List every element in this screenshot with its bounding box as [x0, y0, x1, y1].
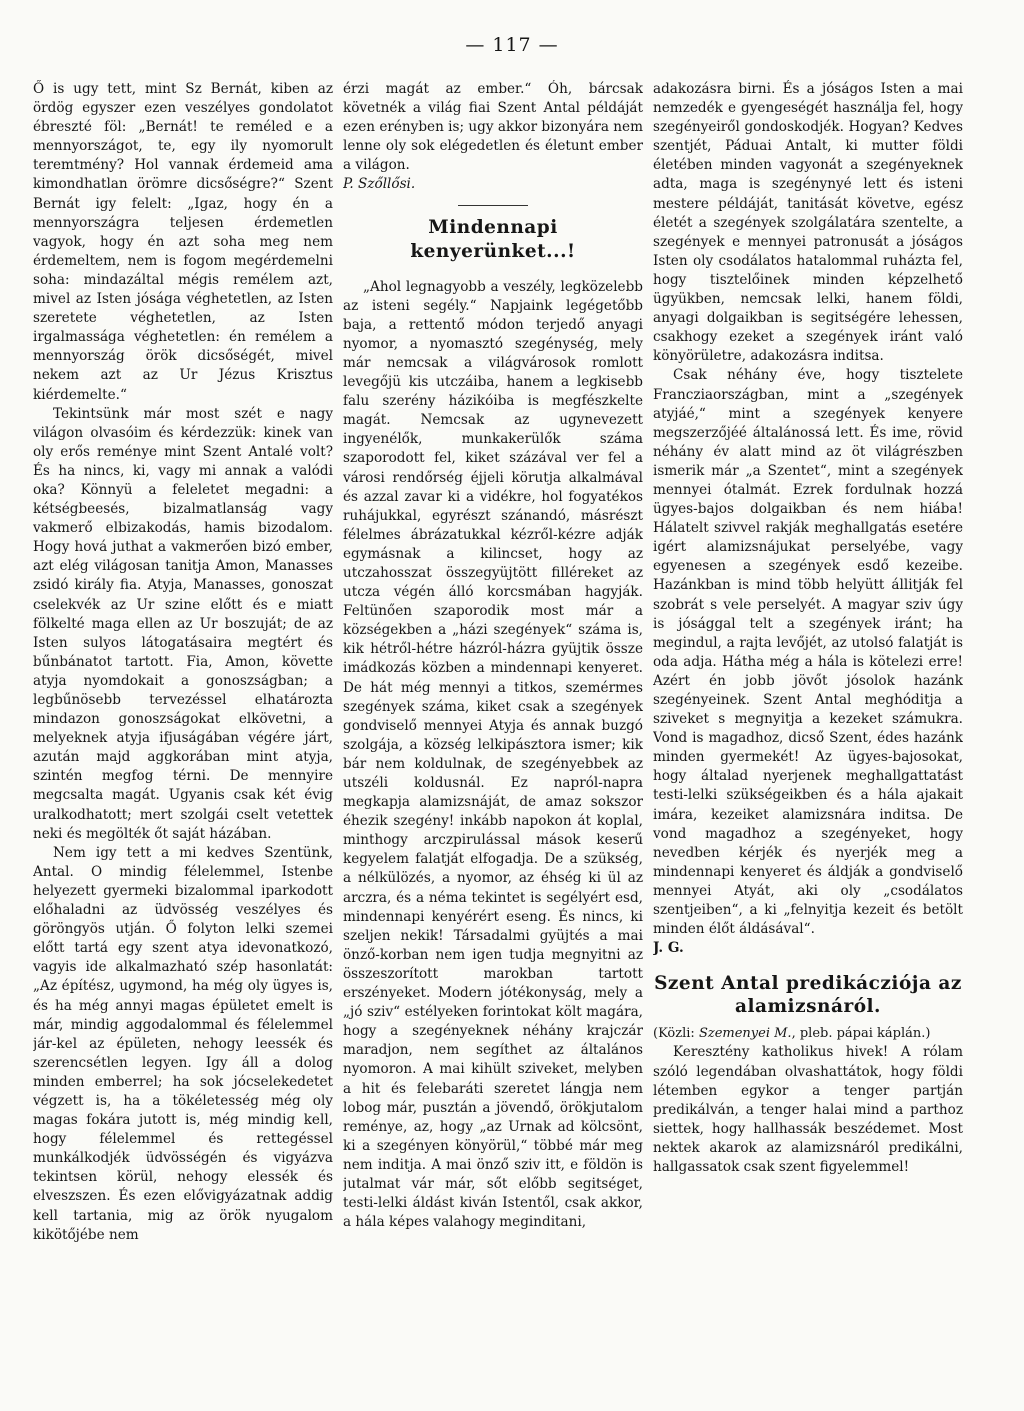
page-number: — 117 —: [465, 34, 559, 56]
author-signature: P. Szőllősi.: [343, 176, 416, 193]
article-heading: Mindennapi kenyerünket...!: [410, 216, 576, 262]
column-left: [33, 80, 333, 1380]
paragraph: Csak néhány éve, hogy tisztelete Francziaországban, mint a „szegények atyjáé,“ mint a szegények kenyere megszerzőjéé általánossá lett. És ime, rövid néhány év alatt mind az öt világrészben ismerik már „a Szentet“, mint a szegények mennyei ótalmát. Ezrek fordulnak hozzá ügyes-bajos dolgaikban és nem hiába! Hálatelt szivvel rakják meghallgatás esetére igért alamizsnájukat perselyébe, vagy egyenesen a szegények esdő kezeibe. Hazánkban is mind több helyütt állitják fel szobrát s vele perselyét. A magyar sziv úgy is jósággal telt a szegények iránt; ha megindul, a rajta levőjét, az utolsó falatját is oda adja. Hátha még a hála is kötelezi erre! Azért én jobb jövőt jósolok hazánk szegényeinek. Szent Antal meghóditja a sziveket s megnyitja a kezeket számukra. Vond is magadhoz, dicső Szent, édes hazánk minden gyermekét! Az ügyes-bajosokat, hogy általad nyerjenek meghallgattatást testi-lelki szükségeikben és a hála ajakait imára, kezeiket alamizsnára inditsa. De vond magadhoz a szegényeket, hogy nevedben kérjék és nyerjék meg a mindennapi kenyeret és áldják a gondviselő mennyei Atyát, aki oly „csodálatos szentjeiben“, a ki „felnyitja kezeit és betölt minden élőt áldásával“.: [653, 367, 963, 938]
article-heading: Szent Antal predikácziója az alamizsnáról.: [654, 973, 962, 1018]
paragraph: Keresztény katholikus hivek! A rólam szóló legendában olvashattátok, hogy földi létemben egykor a tenger partján predikálván, a tenger halai mind a parthoz siettek, hogy hallhassák beszédemet. Most nektek akarok az alamizsnáról predikálni, hallgassatok csak szent figyelemmel!: [653, 1044, 963, 1175]
credit-prefix: (Közli:: [653, 1026, 699, 1042]
paragraph: adakozásra birni. És a jóságos Isten a mai nemzedék e gyengeségét használja fel, hogy szegényeiről gondoskodjék. Hogyan? Kedves szentjét, Páduai Antalt, ki mutter földi életében minden vagyonát a szegényeknek adta, maga is szegénynyé lett és isteni mestere példáját, tanitását követve, egész életét a szegények szolgálatára szentelte, a szegények e mennyei patronusát a jóságos Isten oly csodálatos hatalommal ruházta fel, hogy tisztelőinek minden képzelhető ügyükben, nemcsak lelki, hanem földi, anyagi dolgaikban is segitségére lehessen, csakhogy ezeket a szegények iránt való könyörületre, adakozásra inditsa.: [653, 81, 963, 365]
credit-name: Szemenyei M.: [698, 1026, 792, 1042]
credit-suffix: , pleb. pápai káplán.): [791, 1026, 931, 1042]
paragraph: érzi magát az ember.“ Óh, bárcsak követnék a világ fiai Szent Antal példáját ezen erényben is; ugy akkor bizonyára nem lenne oly sok elégedetlen és életunt ember a világon.: [343, 81, 643, 174]
section-divider: [458, 205, 528, 206]
paragraph: „Ahol legnagyobb a veszély, legközelebb az isteni segély.“ Napjaink legégetőbb baja, a rettentő módon terjedő anyagi nyomor, a nyomasztó szegénység, mely már nemcsak a világvárosok romlott levegőjü kis utczáiba, hanem a legkisebb falu szerény házikóiba is megfészkelte magát. Nemcsak az ugynevezett ingyenélők, munkakerülők száma szaporodott fel, kiket százával ver fel a városi rendőrség éjjeli körutja alkalmával és azzal zavar ki a vidékre, hol fogyatékos ruhájukkal, egyrészt szánandó, másrészt félelmes ábrázatukkal kézről-kézre adják egymásnak a kilincset, hogy az utczahosszat összegyüjtött filléreket az utcza végén álló korcsmában hagyják. Feltünően szaporodik most már a községekben a „házi szegények“ száma is, kik hétről-hétre házról-házra gyüjtik össze imádkozás közben a mindennapi kenyeret. De hát még mennyi a titkos, szemérmes szegények száma, kiket csak a szegények gondviselő mennyei Atyja és annak buzgó szolgája, a község lelkipásztora ismer; kik bár nem koldulnak, de szegényebbek az utszéli koldusnál. Ez napról-napra megkapja alamizsnáját, de amaz sokszor éhezik szegény! inkább napokon át koplal, minthogy arczpirulással mások keserű kegyelem falatját elfogadja. De a szükség, a nélkülözés, a nyomor, az éhség ki ül az arczra, és a néma tekintet is segélyért esd, mindennapi kenyérért eseng. És nincs, ki szeljen nekik! Társadalmi gyüjtés a mai önző-korban nem igen tudja megnyitni az összeszorított marokban tartott erszényeket. Modern jótékonyság, mely a „jó sziv“ estélyeken forintokat költ magára, hogy a szegényeknek néhány krajczár maradjon, nem segíthet az általános nyomoron. A mai kihült sziveket, melyben a hit és felebaráti szeretet lángja nem lobog már, pusztán a jövendő, örökjutalom reménye, az, hogy „az Urnak ad kölcsönt, ki a szegényen könyörül,“ többé már meg nem inditja. A mai önző sziv itt, e földön is jutalmat vár már, sőt előbb segitséget, testi-lelki áldást kiván Istentől, csak akkor, a hála képes valahogy meginditani,: [343, 278, 643, 1231]
author-signature: J. G.: [653, 940, 684, 957]
article-credit: [653, 1024, 963, 1043]
paragraph: Tekintsünk már most szét e nagy világon olvasóim és kérdezzük: kinek van oly erős reménye mint Szent Antalé volt? És ha nincs, ki, vagy mi annak a valódi oka? Könnyü a feleletet megadni: a kétségbeesés, bizalmatlanság vagy vakmerő elbizakodás, hamis bizodalom. Hogy hová juthat a vakmerően bizó ember, azt elég világosan tanitja Amon, Manasses zsidó király fia. Atyja, Manasses, gonoszat cselekvék az Ur szine előtt és e miatt fölkelté maga ellen az Ur boszuját; de az Isten sulyos látogatásaira megtért és bűnbánatot tartott. Fia, Amon, követte atyja nyomdokait a gonoszságban; a legbűnösebb tervezéssel elhatározta mindazon gonoszságokat elkövetni, a melyeknek atyja ifjuságában végére járt, azután majd aggkorában mint atyja, szintén megfog térni. De mennyire megcsalta magát. Ugyanis csak két évig uralkodhatott; mert szolgái cselt vetettek neki és megölték őt saját házában.: [33, 405, 333, 842]
column-right: [653, 80, 963, 1380]
paragraph: Nem igy tett a mi kedves Szentünk, Antal. O mindig félelemmel, Istenbe helyezett gyermeki bizalommal iparkodott előhaladni az üdvösség veszélyes és göröngyös utján. Ő folyton lelki szemei előtt tartá egy szent atya idevonatkozó, vagyis ide alkalmazható szép hasonlatát: „Az építész, ugymond, ha még oly ügyes is, és ha még annyi magas épületet emelt is már, mindig aggodalommal és félelemmel jár-kel az épületen, nehogy leessék és szerencsétlen legyen. Igy áll a dolog minden emberrel; ha sok jócselekedetet végzett is, ha a tökéletesség még oly magas fokára jutott is, még mindig kell, hogy félelemmel és rettegéssel munkálkodjék üdvösségén és vigyázva tekintsen körül, nehogy elessék és elveszszen. És ezen elővigyázatnak addig kell tartania, mig az örök nyugalom kikötőjébe nem: [33, 844, 333, 1243]
column-middle: [343, 80, 643, 1380]
paragraph: Ő is ugy tett, mint Sz Bernát, kiben az ördög egyszer ezen veszélyes gondolatot ébreszté föl: „Bernát! te reméled e a mennyországot, te, egy ily nyomorult teremtmény? Hol vannak érdemeid ama kimondhatlan örömre dicsőségre?“ Szent Bernát igy felelt: „Igaz, hogy én a mennyországra teljesen érdemetlen vagyok, hogy én azt soha meg nem érdemeltem, nem is fogom megérdemelni soha: mindazáltal mégis remélem azt, mivel az Isten jósága véghetetlen, az Isten szeretete véghetetlen, az Isten irgalmassága véghetetlen: én remélem a mennyország örök dicsőségét, mivel nekem azt az Ur Jézus Krisztus kiérdemelte.“: [33, 81, 333, 403]
